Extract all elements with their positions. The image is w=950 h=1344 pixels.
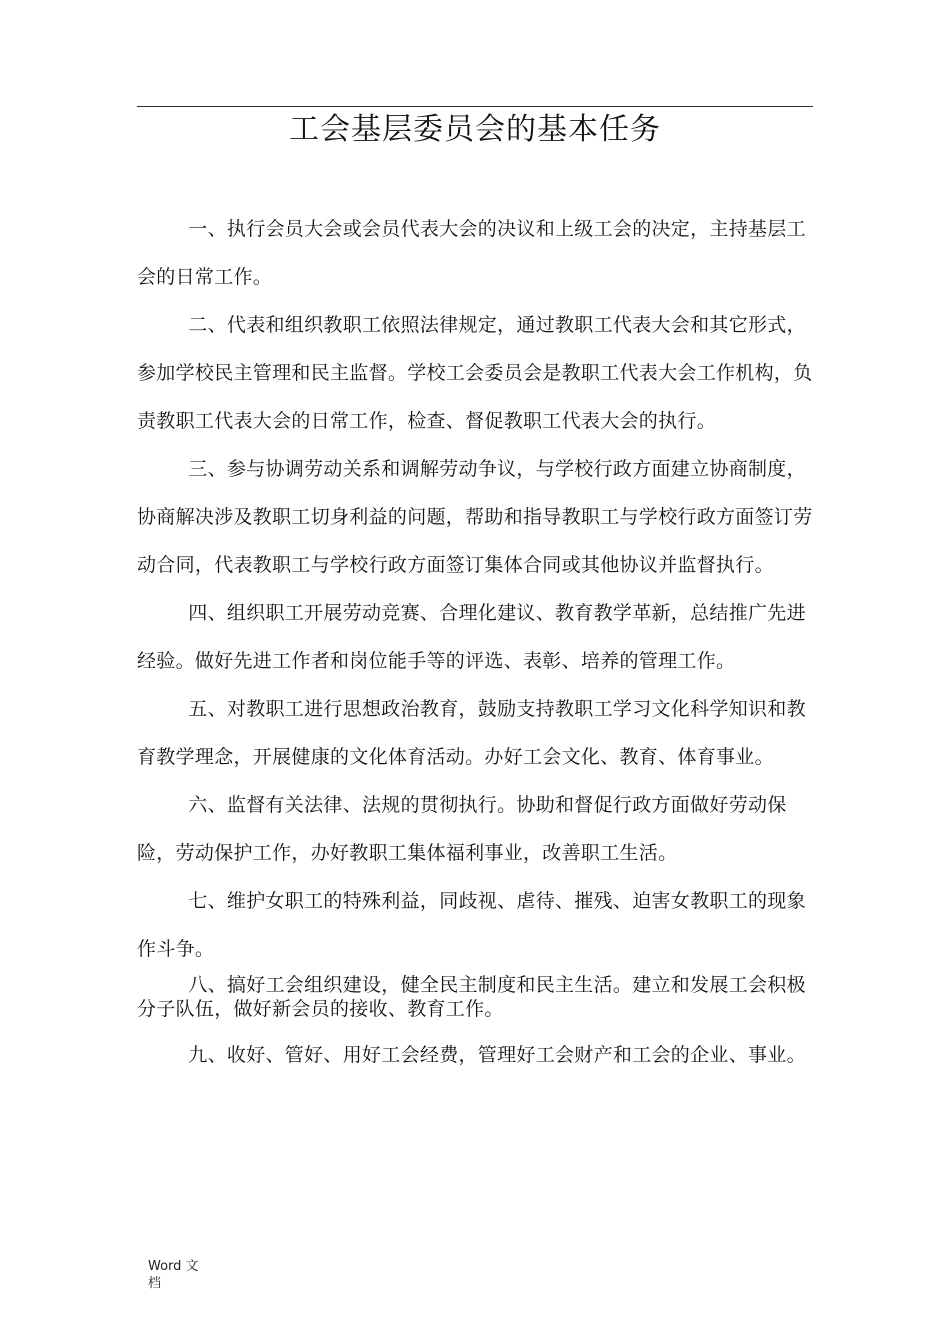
paragraph-9: 九、收好、管好、用好工会经费，管理好工会财产和工会的企业、事业。 <box>188 1044 806 1066</box>
paragraph-7: 七、维护女职工的特殊利益，同歧视、虐待、摧残、迫害女教职工的现象作斗争。 <box>137 890 806 960</box>
paragraph-5: 五、对教职工进行思想政治教育，鼓励支持教职工学习文化科学知识和教育教学理念，开展健康的文化体育活动。办好工会文化、教育、体育事业。 <box>137 698 806 768</box>
paragraph-6: 六、监督有关法律、法规的贯彻执行。协助和督促行政方面做好劳动保险，劳动保护工作，办好教职工集体福利事业，改善职工生活。 <box>137 794 787 864</box>
paragraph-1: 一、执行会员大会或会员代表大会的决议和上级工会的决定，主持基层工会的日常工作。 <box>137 218 806 288</box>
paragraph-4: 四、组织职工开展劳动竞赛、合理化建议、教育教学革新，总结推广先进经验。做好先进工作者和岗位能手等的评选、表彰、培养的管理工作。 <box>137 602 806 672</box>
paragraph-3: 三、参与协调劳动关系和调解劳动争议，与学校行政方面建立协商制度，协商解决涉及教职工切身利益的问题，帮助和指导教职工与学校行政方面签订劳动合同，代表教职工与学校行政方面签订集体合同或其他协议并监督执行。 <box>137 458 813 576</box>
page-title: 工会基层委员会的基本任务 <box>289 112 661 147</box>
header-rule <box>137 106 813 107</box>
paragraph-8: 八、搞好工会组织建设，健全民主制度和民主生活。建立和发展工会积极分子队伍，做好新会员的接收、教育工作。 <box>137 974 806 1020</box>
footer-label: Word 文档 <box>148 1259 199 1291</box>
paragraph-2: 二、代表和组织教职工依照法律规定，通过教职工代表大会和其它形式，参加学校民主管理和民主监督。学校工会委员会是教职工代表大会工作机构，负责教职工代表大会的日常工作，检查、督促教职工代表大会的执行。 <box>137 314 813 432</box>
document-body <box>137 205 817 1079</box>
